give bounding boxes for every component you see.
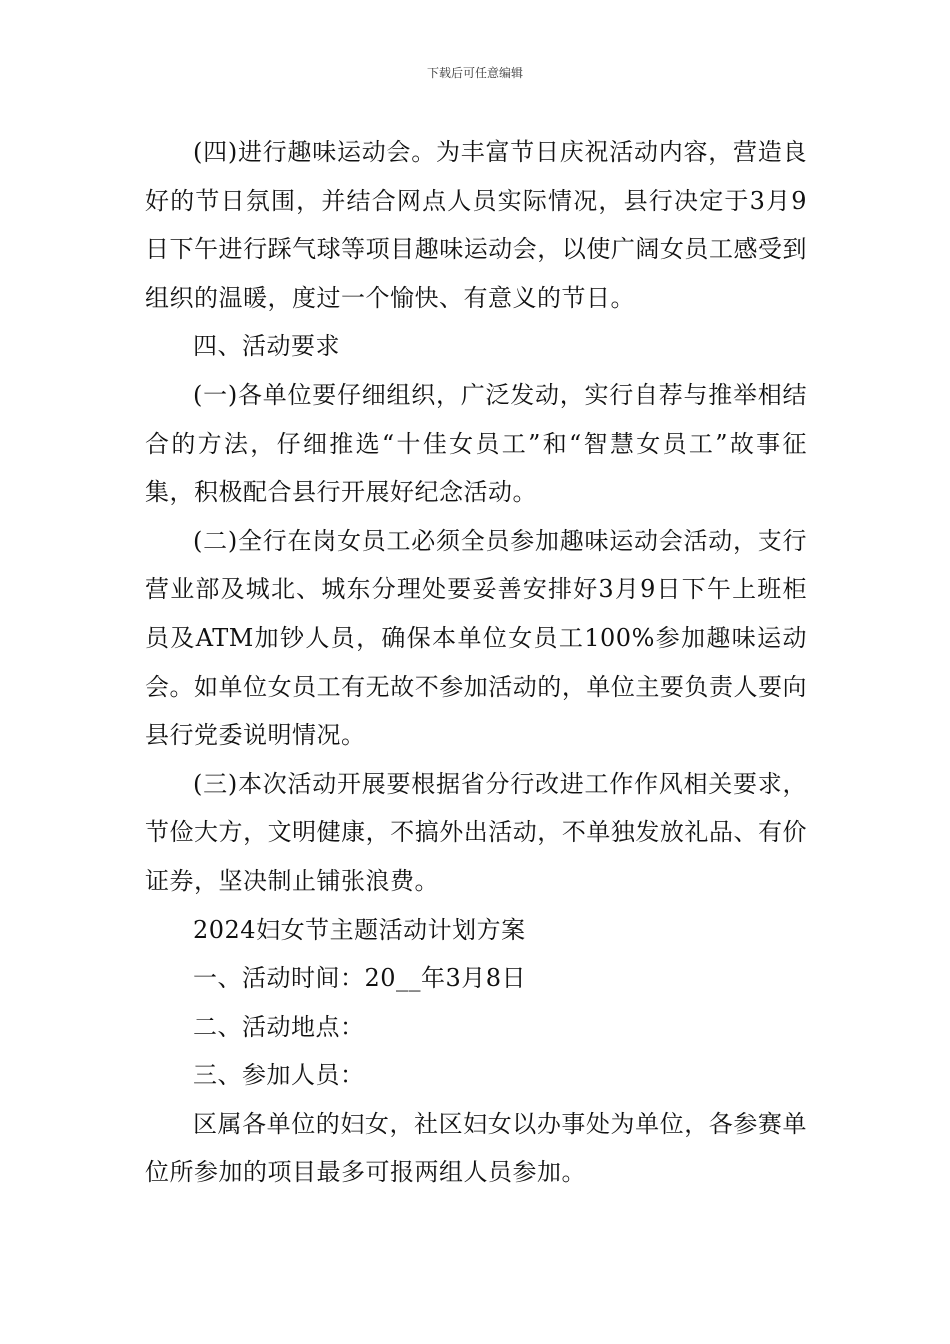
activity-location: 二、活动地点： xyxy=(193,1012,365,1041)
participants-heading: 三、参加人员： xyxy=(193,1061,365,1090)
activity-time: 一、活动时间：20__年3月8日 xyxy=(193,964,527,993)
document-body xyxy=(145,128,807,1197)
paragraph-requirement-1: (一)各单位要仔细组织，广泛发动，实行自荐与推举相结合的方法，仔细推选“十佳女员工”和“智慧女员工”故事征集，积极配合县行开展好纪念活动。 xyxy=(145,380,807,507)
page-header: 下载后可任意编辑 xyxy=(426,66,523,80)
paragraph-requirement-2: (二)全行在岗女员工必须全员参加趣味运动会活动，支行营业部及城北、城东分理处要妥善安排好3月9日下午上班柜员及ATM加钞人员，确保本单位女员工100%参加趣味运动会。如单位女员工有无故不参加活动的，单位主要负责人要向县行党委说明情况。 xyxy=(145,526,807,750)
paragraph-fun-sports: (四)进行趣味运动会。为丰富节日庆祝活动内容，营造良好的节日氛围，并结合网点人员实际情况，县行决定于3月9日下午进行踩气球等项目趣味运动会，以使广阔女员工感受到组织的温暖，度过一个愉快、有意义的节日。 xyxy=(145,138,807,312)
paragraph-requirement-3: (三)本次活动开展要根据省分行改进工作作风相关要求，节俭大方，文明健康，不搞外出活动，不单独发放礼品、有价证券，坚决制止铺张浪费。 xyxy=(145,769,807,895)
heading-activity-requirements: 四、活动要求 xyxy=(193,332,340,361)
participants-paragraph: 区属各单位的妇女，社区妇女以办事处为单位，各参赛单位所参加的项目最多可报两组人员参加。 xyxy=(145,1109,807,1187)
plan-title: 2024妇女节主题活动计划方案 xyxy=(193,915,526,944)
